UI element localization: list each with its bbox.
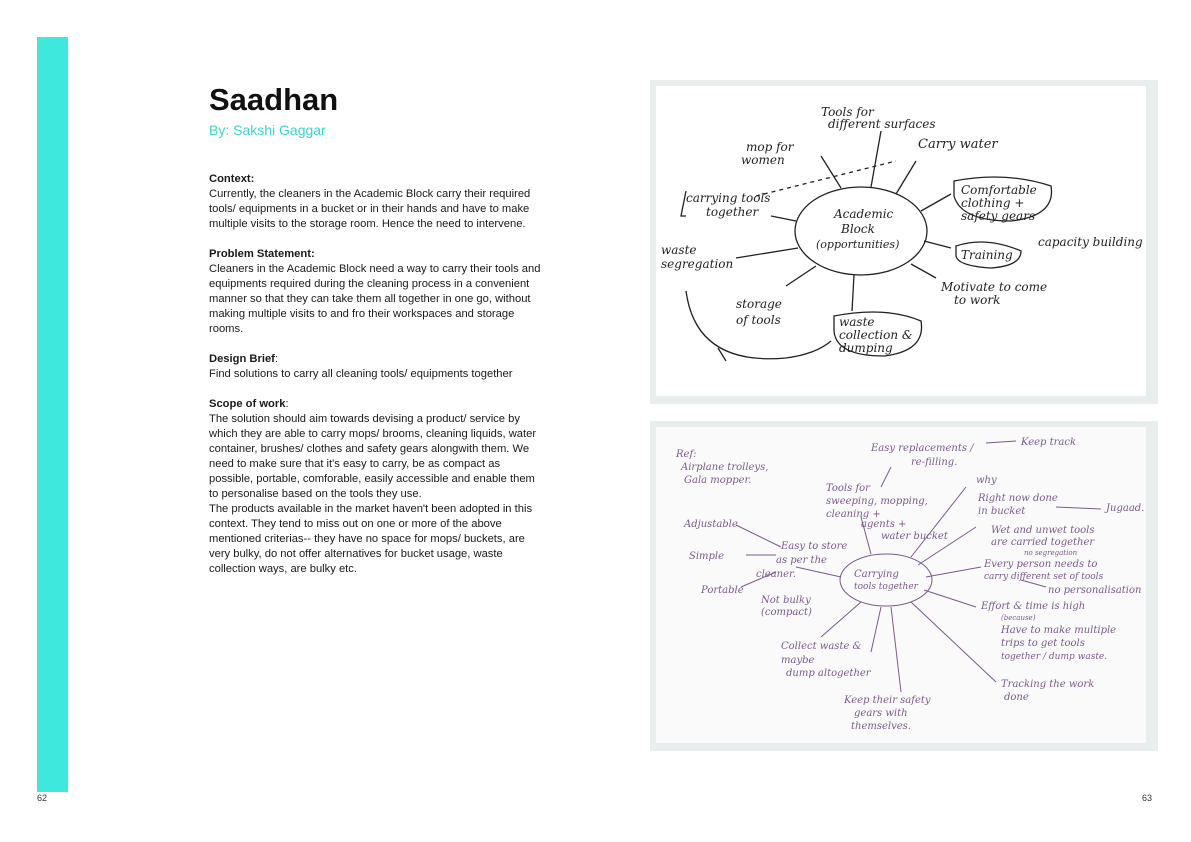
arrow-line <box>821 602 861 637</box>
multiple-label-1: Have to make multiple <box>1001 625 1117 636</box>
arrow-line <box>896 161 916 194</box>
mop-label-1: mop for <box>746 140 794 154</box>
right-now-label-2: in bucket <box>978 506 1026 517</box>
mindmap-sketch <box>656 86 1146 396</box>
storage-label-2: of tools <box>736 313 781 327</box>
right-now-label-1: Right now done <box>978 493 1058 504</box>
easy-repl-label-2: re-filling. <box>911 457 958 468</box>
carrying-tools-sketch <box>656 427 1146 743</box>
comfort-label-2: clothing + <box>961 196 1025 210</box>
arrow-line <box>821 156 841 188</box>
center-label-1: Carrying <box>854 569 899 580</box>
ref-label-3: Gala mopper. <box>684 475 752 486</box>
tools-for-label-4: agents + <box>861 519 907 530</box>
scope-text: The solution should aim towards devising a product/ service by which they are able to carry mops/ brooms, cleaning liquids, water container, brushes/ clothes and safety gears alongwith them. We need to make sure that it's easy to carry, be as compact as possible, portable, comforable, easily accessible and enable them to personalise based on the tools they use. <box>209 413 537 500</box>
carry-label-1: carrying tools <box>686 191 771 205</box>
waste-col-label-3: dumping <box>839 341 893 355</box>
arrow-line <box>911 264 936 278</box>
body-text <box>209 172 544 592</box>
mindmap-sketch-svg <box>656 86 1146 396</box>
effort-label-2: (because) <box>1001 614 1036 622</box>
arrow-line <box>786 266 816 286</box>
storage-label-1: storage <box>736 297 782 311</box>
arrow-line <box>771 216 796 221</box>
context-label: Context: <box>209 173 255 185</box>
arrow-line <box>921 194 951 211</box>
jugaad-label: Jugaad. <box>1106 503 1145 514</box>
arrow-line <box>911 602 996 682</box>
effort-label-1: Effort & time is high <box>981 601 1086 612</box>
safety-label-1: Keep their safety <box>844 695 931 706</box>
adjustable-label: Adjustable <box>684 519 738 530</box>
ref-label-2: Airplane trolleys, <box>681 462 769 473</box>
arrow-line <box>736 248 798 258</box>
safety-label-3: themselves. <box>851 721 911 732</box>
problem-label: Problem Statement: <box>209 248 315 260</box>
wet-label-2: are carried together <box>991 537 1095 548</box>
water-label: Carry water <box>918 137 998 152</box>
wet-label-1: Wet and unwet tools <box>991 525 1095 536</box>
center-label-1: Academic <box>834 207 894 221</box>
context-text: Currently, the cleaners in the Academic Block carry their required tools/ equipments in a bucket or in their hands and have to make multiple visits to the storage room. Hence the need to intervene. <box>209 188 531 230</box>
why-label: why <box>976 475 997 486</box>
training-label: Training <box>961 248 1013 262</box>
accent-bar <box>37 37 68 792</box>
author-byline: By: Sakshi Gaggar <box>209 122 326 138</box>
page-number-left: 62 <box>37 793 48 803</box>
comfort-label-3: safety gears <box>961 209 1036 223</box>
center-label-2: tools together <box>854 582 918 592</box>
multiple-label-3: together / dump waste. <box>1001 652 1108 662</box>
brief-colon: : <box>274 353 279 365</box>
mindmap-sketch-frame <box>650 80 1158 404</box>
easy-store-label-2: as per the <box>776 555 827 566</box>
easy-store-label-1: Easy to store <box>781 541 848 552</box>
center-label-3: (opportunities) <box>816 238 900 251</box>
simple-label: Simple <box>689 551 725 562</box>
capacity-label: capacity building <box>1038 235 1143 249</box>
tools-label-2: different surfaces <box>828 117 936 131</box>
multiple-label-2: trips to get tools <box>1001 638 1085 649</box>
tools-for-label-5: water bucket <box>881 531 948 542</box>
arrow-line <box>924 590 976 607</box>
page-title: Saadhan <box>209 82 339 117</box>
carrying-tools-sketch-svg <box>656 427 1146 743</box>
brief-text: Find solutions to carry all cleaning tools/ equipments together <box>209 368 513 380</box>
portable-label: Portable <box>701 585 744 596</box>
collect-label-3: dump altogether <box>786 668 871 679</box>
tools-for-label-2: sweeping, mopping, <box>826 496 928 507</box>
arrow-line <box>871 607 881 652</box>
safety-label-2: gears with <box>854 708 908 719</box>
tools-for-label-3: cleaning + <box>826 509 881 520</box>
arrow-line <box>986 441 1016 443</box>
not-bulky-label-1: Not bulky <box>761 595 811 606</box>
problem-text: Cleaners in the Academic Block need a way to carry their tools and equipments required during the cleaning process in a convenient manner so that they can take them all together in one go, without making multiple visits to and fro their workspaces and storage rooms. <box>209 263 541 335</box>
tools-for-label-1: Tools for <box>826 483 870 494</box>
scope-section <box>209 397 544 577</box>
problem-section <box>209 247 544 337</box>
scope-colon: : <box>285 398 289 410</box>
keep-track-label: Keep track <box>1021 437 1077 448</box>
arrow-line <box>871 131 881 187</box>
waste-col-label-2: collection & <box>839 328 913 342</box>
tracking-label-1: Tracking the work <box>1001 679 1095 690</box>
easy-store-label-3: cleaner. <box>756 569 796 580</box>
every-label-1: Every person needs to <box>984 559 1098 570</box>
ref-label-1: Ref: <box>676 449 697 460</box>
arrow-line <box>924 241 951 248</box>
page-number-right: 63 <box>1142 793 1153 803</box>
motivate-label-1: Motivate to come <box>941 280 1048 294</box>
brief-label: Design Brief <box>209 353 275 365</box>
waste-seg-label-1: waste <box>661 243 697 257</box>
wet-label-3: no segregation <box>1024 549 1078 557</box>
arrow-line <box>1056 507 1101 509</box>
tools-label-1: Tools for <box>821 105 874 119</box>
motivate-label-2: to work <box>954 293 1001 307</box>
arrow-line <box>926 567 981 577</box>
carry-label-2: together <box>706 205 759 219</box>
arrow-line <box>852 275 854 311</box>
no-pers-label: no personalisation <box>1048 585 1142 596</box>
center-label-2: Block <box>841 222 875 236</box>
easy-repl-label-1: Easy replacements / <box>871 443 974 454</box>
arrow-line <box>881 467 891 487</box>
scope-label: Scope of work <box>209 398 286 410</box>
mop-label-2: women <box>741 153 785 167</box>
not-bulky-label-2: (compact) <box>761 607 812 618</box>
every-label-2: carry different set of tools <box>984 572 1104 582</box>
center-ellipse <box>840 554 932 606</box>
brief-section <box>209 352 544 382</box>
collect-label-2: maybe <box>781 655 815 666</box>
arrow-line <box>891 607 901 692</box>
arrow-line <box>736 525 781 547</box>
tracking-label-2: done <box>1004 692 1029 703</box>
waste-col-label-1: waste <box>839 315 875 329</box>
carrying-tools-sketch-frame <box>650 421 1158 751</box>
collect-label-1: Collect waste & <box>781 641 862 652</box>
scope-text-2: The products available in the market haven't been adopted in this context. They tend to miss out on one or more of the above mentioned criterias-- they have no space for mops/ buckets, are very bulky, do not offer alternatives for bucket usage, waste collection ways, are bulky etc. <box>209 503 533 575</box>
arrow-line <box>796 567 841 577</box>
waste-seg-label-2: segregation <box>661 257 734 271</box>
comfort-label-1: Comfortable <box>961 183 1037 197</box>
context-section <box>209 172 544 232</box>
